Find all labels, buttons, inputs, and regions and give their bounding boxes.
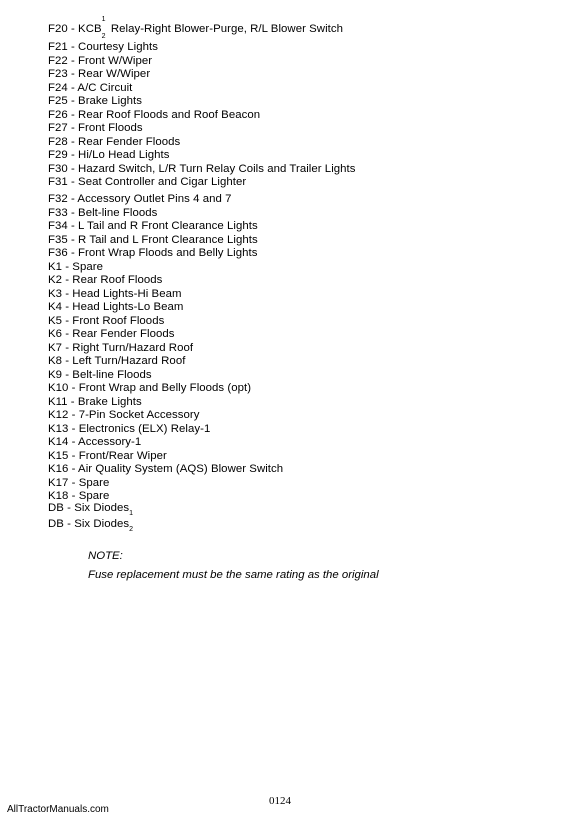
list-item: F33 - Belt-line Floods: [48, 206, 158, 219]
list-item: K15 - Front/Rear Wiper: [48, 449, 167, 462]
list-item: K9 - Belt-line Floods: [48, 368, 152, 381]
list-item: K14 - Accessory-1: [48, 436, 142, 448]
note-text: Fuse replacement must be the same rating as the original: [88, 569, 379, 581]
list-item: K2 - Rear Roof Floods: [48, 274, 163, 286]
list-item: F24 - A/C Circuit: [48, 81, 133, 94]
list-item: K17 - Spare: [48, 476, 110, 489]
list-item: F31 - Seat Controller and Cigar Lighter: [48, 176, 247, 188]
f20-line: [48, 16, 343, 40]
list-item: K13 - Electronics (ELX) Relay-1: [48, 422, 211, 435]
list-item: F27 - Front Floods: [48, 122, 143, 134]
list-item: F29 - Hi/Lo Head Lights: [48, 149, 170, 161]
list-item: K18 - Spare: [48, 490, 110, 502]
f20-subscript: 2: [101, 33, 106, 40]
list-item: K12 - 7-Pin Socket Accessory: [48, 409, 200, 421]
list-item: F35 - R Tail and L Front Clearance Lights: [48, 233, 258, 246]
list-item: F25 - Brake Lights: [48, 95, 142, 107]
f20-suffix: Relay-Right Blower-Purge, R/L Blower Switch: [107, 23, 343, 35]
list-item: F30 - Hazard Switch, L/R Turn Relay Coils and Trailer Lights: [48, 162, 356, 175]
diode-label: DB - Six Diodes: [48, 502, 130, 514]
list-item: K8 - Left Turn/Hazard Roof: [48, 355, 186, 367]
note-title: NOTE:: [88, 550, 123, 562]
list-item: F21 - Courtesy Lights: [48, 41, 158, 53]
list-item: F22 - Front W/Wiper: [48, 54, 153, 67]
list-item: K11 - Brake Lights: [48, 395, 142, 408]
diode-label: DB - Six Diodes: [48, 518, 130, 530]
list-item: F28 - Rear Fender Floods: [48, 135, 181, 148]
list-item: K10 - Front Wrap and Belly Floods (opt): [48, 382, 252, 394]
list-item: K1 - Spare: [48, 260, 103, 273]
diode-subscript: 1: [129, 510, 134, 517]
list-item: K5 - Front Roof Floods: [48, 314, 165, 327]
f20-superscript: 1: [101, 16, 106, 23]
footer-site: AllTractorManuals.com: [7, 804, 109, 815]
diode-line-2: [48, 518, 133, 532]
f20-prefix: F20 - KCB: [48, 23, 102, 35]
list-item: F32 - Accessory Outlet Pins 4 and 7: [48, 193, 232, 205]
list-item: F23 - Rear W/Wiper: [48, 68, 151, 80]
list-item: F34 - L Tail and R Front Clearance Lights: [48, 220, 258, 232]
list-item: K7 - Right Turn/Hazard Roof: [48, 341, 194, 354]
diode-subscript: 2: [129, 526, 134, 533]
list-item: F36 - Front Wrap Floods and Belly Lights: [48, 247, 258, 259]
list-item: K4 - Head Lights-Lo Beam: [48, 301, 184, 313]
page-number: 0124: [269, 795, 291, 807]
list-item: K3 - Head Lights-Hi Beam: [48, 287, 182, 300]
list-item: K16 - Air Quality System (AQS) Blower Switch: [48, 463, 284, 475]
list-item: K6 - Rear Fender Floods: [48, 328, 175, 340]
diode-line-1: [48, 502, 133, 516]
list-item: F26 - Rear Roof Floods and Roof Beacon: [48, 108, 261, 121]
